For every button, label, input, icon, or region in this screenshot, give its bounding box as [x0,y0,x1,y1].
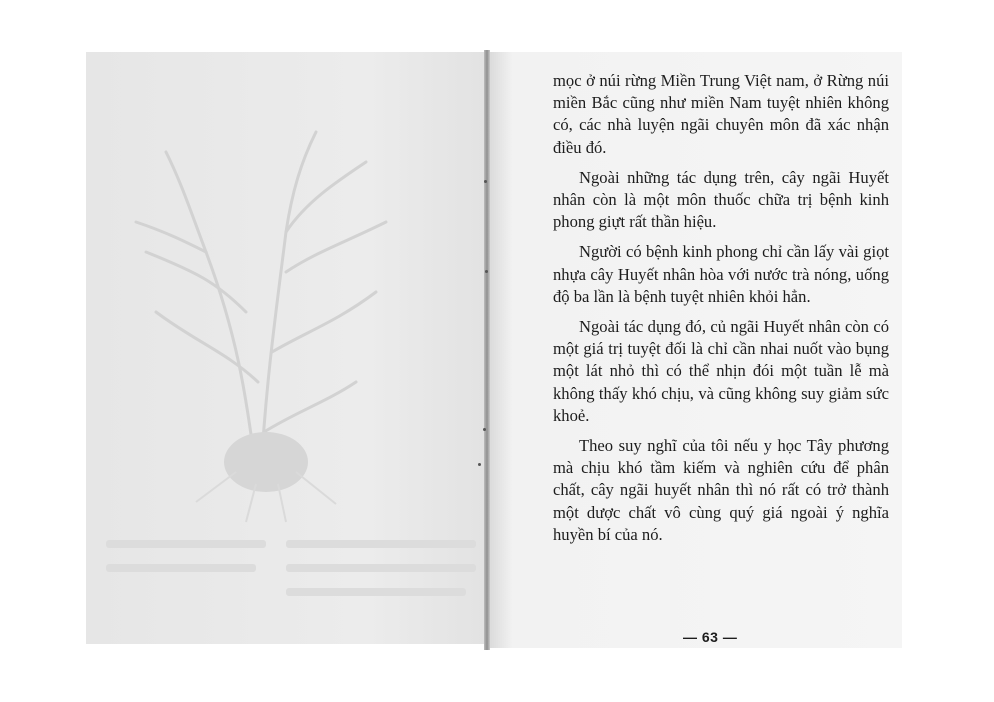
faded-caption-line [286,588,466,596]
paragraph: mọc ở núi rừng Miền Trung Việt nam, ở Rừng núi miền Bắc cũng như miền Nam tuyệt nhiên không có, các nhà luyện ngãi chuyên môn đã xác nhận điều đó. [553,71,889,157]
paragraph: Người có bệnh kinh phong chỉ cần lấy vài giọt nhựa cây Huyết nhân hòa với nước trà nóng, uống độ ba lần là bệnh tuyệt nhiên khỏi hẳn. [553,242,889,306]
faded-caption-line [106,564,256,572]
faded-caption-line [286,540,476,548]
scan-speck [483,428,486,431]
scan-speck [484,180,487,183]
left-page [86,52,488,644]
paragraph: Ngoài những tác dụng trên, cây ngãi Huyết nhân còn là một môn thuốc chữa trị bệnh kinh phong giựt rất thần hiệu. [553,167,889,232]
right-page-body-text [553,70,889,554]
book-spine [484,50,490,650]
page-number: — 63 — [683,629,738,645]
faded-caption-line [286,564,476,572]
paragraph: Theo suy nghĩ của tôi nếu y học Tây phương mà chịu khó tầm kiếm và nghiên cứu để phân chất, cây ngãi huyết nhân thì nó rất có trở thành một dược chất vô cùng quý giá ngoài ý nghĩa huyền bí của nó. [553,436,889,544]
faded-plant-illustration [86,52,488,644]
paragraph: Ngoài tác dụng đó, củ ngãi Huyết nhân còn có một giá trị tuyệt đối là chỉ cần nhai nuốt vào bụng một lát nhỏ thì có thể nhịn đói một tuần lễ mà không thấy khó chịu, và cũng không suy giảm sức khoẻ. [553,317,889,425]
scan-speck [478,463,481,466]
scan-speck [485,270,488,273]
faded-caption-line [106,540,266,548]
